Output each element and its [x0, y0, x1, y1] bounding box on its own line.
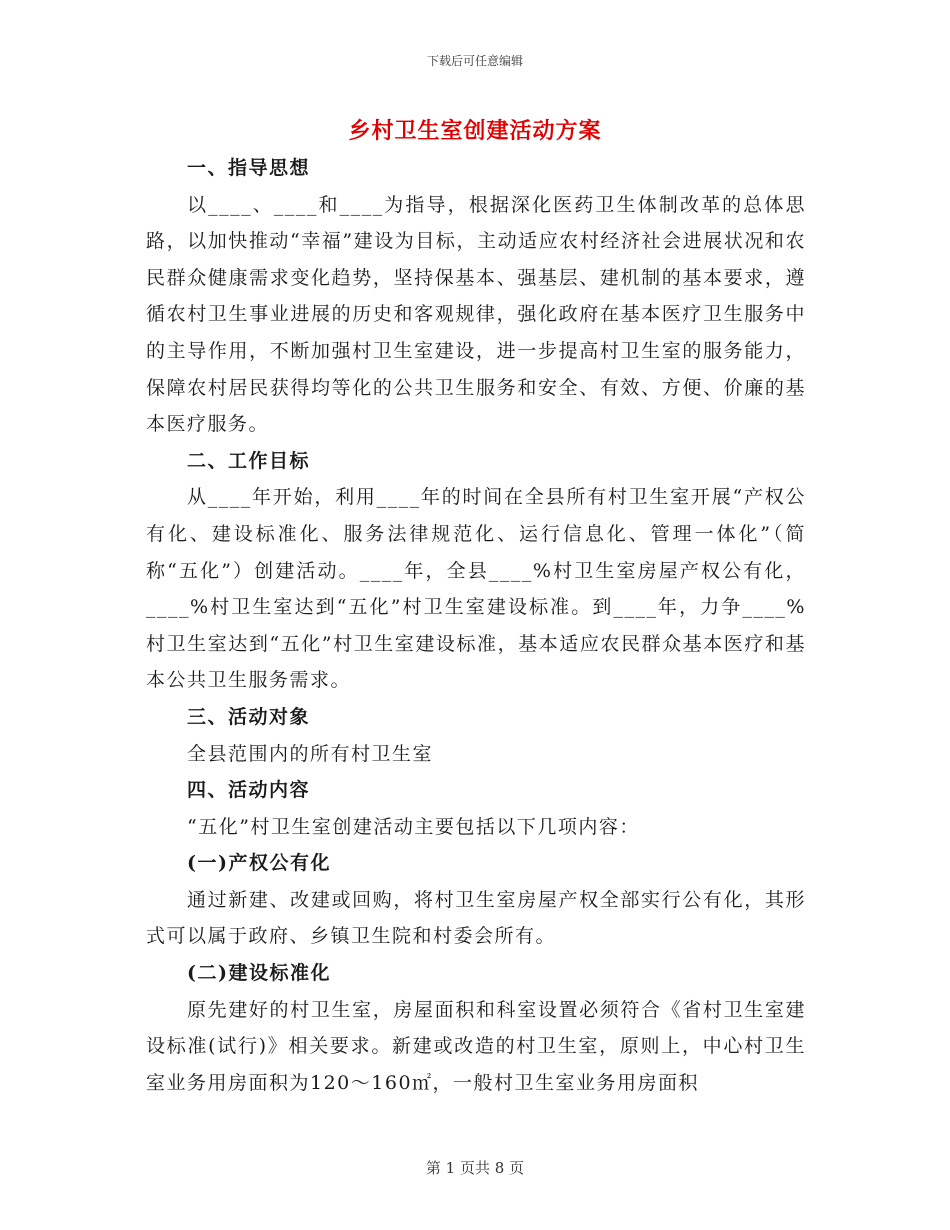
paragraph-property-public: 通过新建、改建或回购，将村卫生室房屋产权全部实行公有化，其形式可以属于政府、乡镇卫生院和村委会所有。	[146, 888, 806, 948]
paragraph-construction-standard: 原先建好的村卫生室，房屋面积和科室设置必须符合《省村卫生室建设标准(试行)》相关要求。新建或改造的村卫生室，原则上，中心村卫生室业务用房面积为120～160㎡，一般村卫生室业务用房面积	[146, 998, 806, 1094]
page-number: 第 1 页共 8 页	[425, 1159, 525, 1177]
section-heading-guiding-ideology: 一、指导思想	[187, 157, 311, 179]
section-heading-activity-content: 四、活动内容	[187, 779, 311, 802]
paragraph-work-goals: 从____年开始，利用____年的时间在全县所有村卫生室开展“产权公有化、建设标准化、服务法律规范化、运行信息化、管理一体化”（简称“五化”）创建活动。____年，全县____%村卫生室房屋产权公有化，____%村卫生室达到“五化”村卫生室建设标准。到____年，力争____%村卫生室达到“五化”村卫生室建设标准，基本适应农民群众基本医疗和基本公共卫生服务需求。	[146, 486, 806, 692]
paragraph-activity-targets: 全县范围内的所有村卫生室	[187, 742, 434, 765]
subsection-heading-property-public: (一)产权公有化	[187, 852, 331, 875]
paragraph-guiding-ideology: 以____、____和____为指导，根据深化医药卫生体制改革的总体思路，以加快推动“幸福”建设为目标，主动适应农村经济社会进展状况和农民群众健康需求变化趋势，坚持保基本、强基层、建机制的基本要求，遵循农村卫生事业进展的历史和客观规律，强化政府在基本医疗卫生服务中的主导作用，不断加强村卫生室建设，进一步提高村卫生室的服务能力，保障农村居民获得均等化的公共卫生服务和安全、有效、方便、价廉的基本医疗服务。	[146, 193, 806, 436]
document-body	[146, 150, 806, 1101]
paragraph-activity-content: “五化”村卫生室创建活动主要包括以下几项内容：	[187, 815, 640, 838]
section-heading-activity-targets: 三、活动对象	[187, 705, 311, 728]
header-note: 下载后可任意编辑	[426, 54, 523, 68]
section-heading-work-goals: 二、工作目标	[187, 449, 311, 472]
subsection-heading-construction-standard: (二)建设标准化	[187, 962, 331, 985]
document-title: 乡村卫生室创建活动方案	[348, 118, 602, 144]
